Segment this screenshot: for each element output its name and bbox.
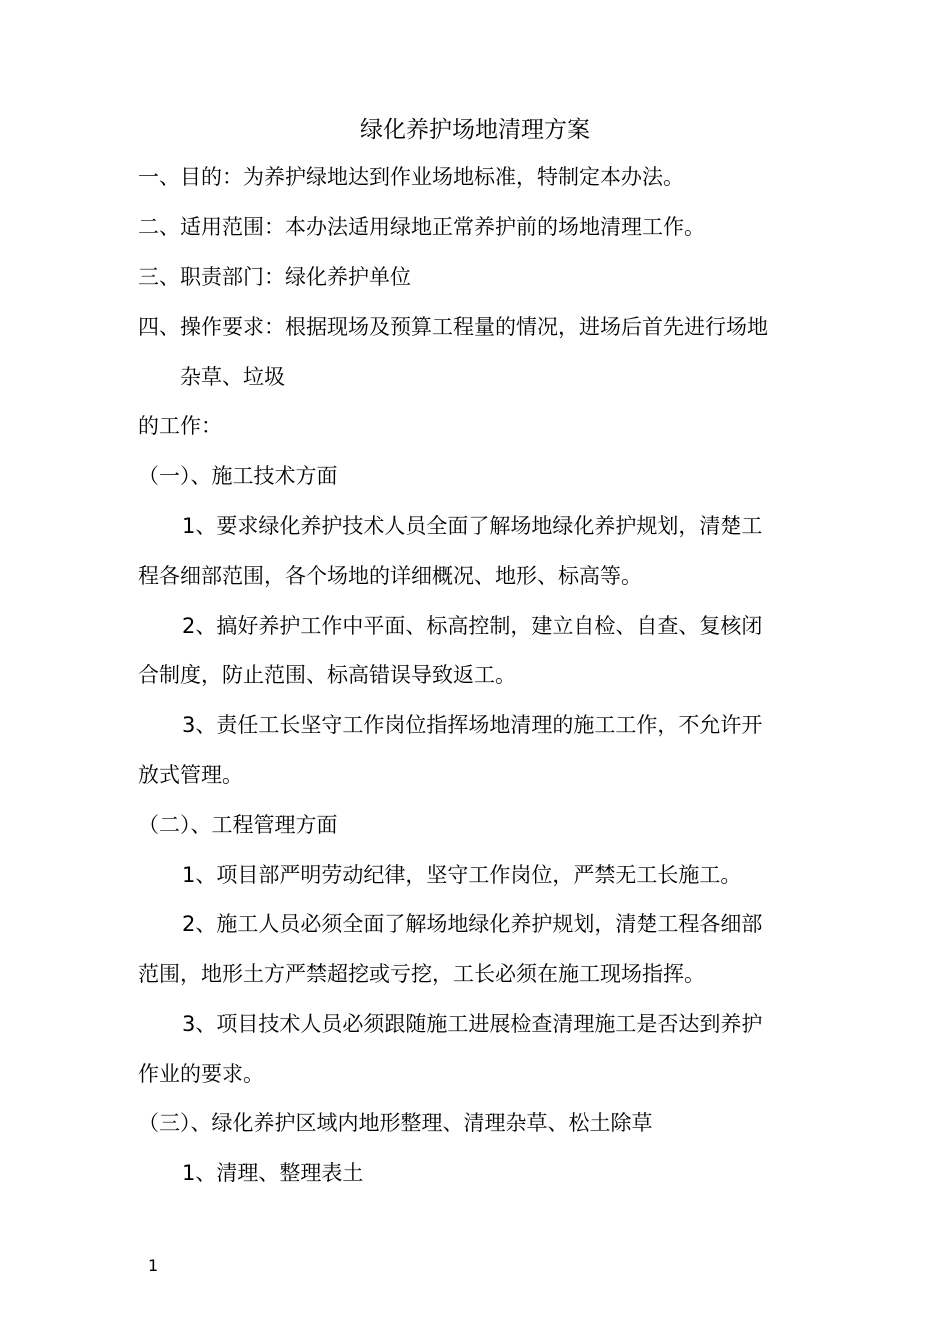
subsection-management: （二）、工程管理方面 <box>138 813 338 837</box>
paragraph-management-3: 3、项目技术人员必须跟随施工进展检查清理施工是否达到养护 <box>182 1012 763 1036</box>
paragraph-terrain-1: 1、清理、整理表土 <box>182 1161 364 1185</box>
paragraph-management-2-continued: 范围，地形土方严禁超挖或亏挖，工长必须在施工现场指挥。 <box>138 962 705 986</box>
document-title: 绿化养护场地清理方案 <box>360 117 590 143</box>
subsection-technical: （一）、施工技术方面 <box>138 464 338 488</box>
section-responsibility: 三、职责部门：绿化养护单位 <box>138 265 411 289</box>
page-number: 1 <box>148 1256 159 1275</box>
subsection-terrain: （三）、绿化养护区域内地形整理、清理杂草、松土除草 <box>138 1111 653 1135</box>
paragraph-technical-2: 2、搞好养护工作中平面、标高控制，建立自检、自查、复核闭 <box>182 614 763 638</box>
section-requirements: 四、操作要求：根据现场及预算工程量的情况，进场后首先进行场地 <box>138 315 768 339</box>
paragraph-management-3-continued: 作业的要求。 <box>138 1062 264 1086</box>
paragraph-technical-3-continued: 放式管理。 <box>138 763 243 787</box>
section-scope: 二、适用范围：本办法适用绿地正常养护前的场地清理工作。 <box>138 215 705 239</box>
section-purpose: 一、目的：为养护绿地达到作业场地标准，特制定本办法。 <box>138 165 684 189</box>
paragraph-management-1: 1、项目部严明劳动纪律，坚守工作岗位，严禁无工长施工。 <box>182 863 742 887</box>
paragraph-technical-3: 3、责任工长坚守工作岗位指挥场地清理的施工工作，不允许开 <box>182 713 763 737</box>
paragraph-technical-1: 1、要求绿化养护技术人员全面了解场地绿化养护规划，清楚工 <box>182 514 763 538</box>
section-requirements-continued: 杂草、垃圾 <box>180 365 285 389</box>
paragraph-management-2: 2、施工人员必须全面了解场地绿化养护规划，清楚工程各细部 <box>182 912 763 936</box>
section-requirements-end: 的工作： <box>138 414 222 438</box>
paragraph-technical-1-continued: 程各细部范围，各个场地的详细概况、地形、标高等。 <box>138 564 642 588</box>
paragraph-technical-2-continued: 合制度，防止范围、标高错误导致返工。 <box>138 663 516 687</box>
